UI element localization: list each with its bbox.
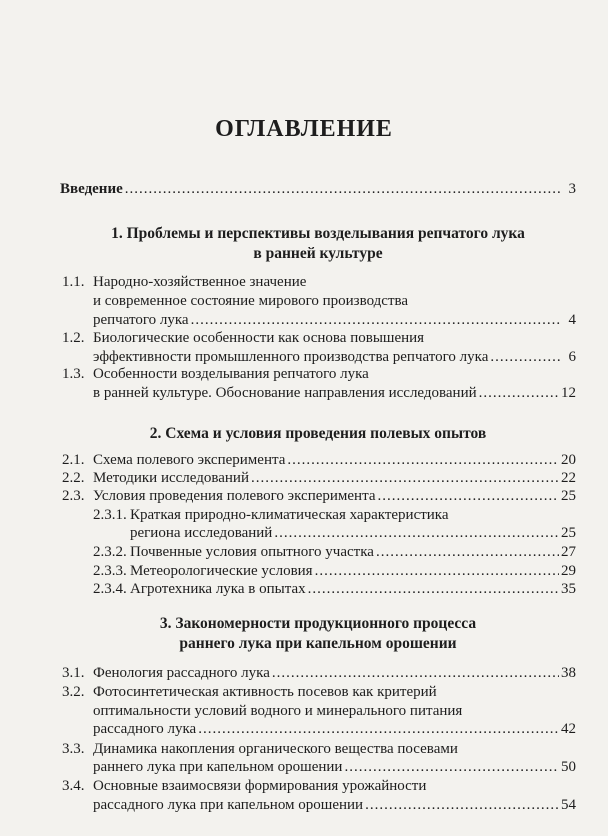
toc-entry-3-3[interactable] [62,740,576,758]
toc-entry-2-3-4[interactable] [93,580,576,598]
toc-entry-continuation: и современное состояние мирового производства [93,293,409,309]
toc-entry-text: раннего лука при капельном орошении [93,759,343,775]
toc-entry-number: 2.3. [62,488,85,504]
toc-entry-number: 1.2. [62,330,85,346]
leader-dots [287,451,559,469]
leader-dots [479,384,559,402]
toc-entry-1-2[interactable] [62,329,576,347]
toc-entry-text: рассадного лука при капельном орошении [93,797,364,813]
section-heading-line: 2. Схема и условия проведения полевых опытов [149,425,487,442]
toc-entry-text: в ранней культуре. Обоснование направления исследований [93,385,477,401]
toc-entry-number: 2.1. [62,452,85,468]
leader-dots [377,487,559,505]
leader-dots [315,562,559,580]
toc-entry-1-1[interactable] [62,273,576,291]
section-heading-line: в ранней культуре [253,245,383,262]
toc-entry-number: 3.4. [62,778,85,794]
toc-entry-2-3-3[interactable] [93,562,576,580]
toc-entry-3-4-last[interactable] [93,796,576,814]
toc-entry-text: Краткая природно-климатическая характеристика [130,507,449,523]
toc-page-number: 27 [561,544,576,560]
toc-page-number: 25 [561,525,576,541]
toc-entry-text: Введение [60,181,123,197]
toc-entry-2-3-1[interactable] [93,506,576,524]
leader-dots [308,580,559,598]
section-heading-line: 3. Закономерности продукционного процесса [159,615,477,632]
toc-entry-number: 2.3.4. [93,581,127,597]
toc-entry-3-2[interactable] [62,683,576,701]
leader-dots [490,348,562,366]
toc-entry-number: 3.2. [62,684,85,700]
toc-page-number: 35 [561,581,576,597]
toc-entry-number: 1.1. [62,274,85,290]
leader-dots [344,758,559,776]
toc-entry-text: Методики исследований [93,470,249,486]
toc-entry-text: Особенности возделывания репчатого лука [93,366,369,382]
toc-page-number: 12 [561,385,576,401]
toc-entry-3-2-last[interactable] [93,720,576,738]
toc-page-number: 25 [561,488,576,504]
toc-entry-number: 2.3.2. [93,544,127,560]
toc-page-number: 20 [561,452,576,468]
page-title: ОГЛАВЛЕНИЕ [215,116,393,142]
leader-dots [272,664,559,682]
toc-entry-1-1-last[interactable] [93,311,576,329]
toc-page-number: 3 [568,181,576,197]
leader-dots [376,543,559,561]
toc-entry-text: Агротехника лука в опытах [130,581,306,597]
toc-entry-2-1[interactable] [62,451,576,469]
toc-entry-text: Народно-хозяйственное значение [93,274,307,290]
toc-page-number: 22 [561,470,576,486]
toc-entry-number: 2.2. [62,470,85,486]
toc-entry-continuation: оптимальности условий водного и минерального питания [93,703,463,719]
section-heading-1 [60,224,576,264]
toc-entry-2-3[interactable] [62,487,576,505]
leader-dots [251,469,559,487]
toc-entry-2-2[interactable] [62,469,576,487]
toc-entry-text: Фотосинтетическая активность посевов как критерий [93,684,437,700]
toc-entry-intro[interactable] [60,180,576,198]
toc-entry-1-3-last[interactable] [93,384,576,402]
leader-dots [191,311,562,329]
section-heading-line: 1. Проблемы и перспективы возделывания репчатого лука [111,225,525,242]
section-heading-line: раннего лука при капельном орошении [179,635,457,652]
toc-entry-text: Метеорологические условия [130,563,313,579]
leader-dots [125,180,562,198]
toc-entry-1-2-last[interactable] [93,348,576,366]
toc-entry-text: Фенология рассадного лука [93,665,270,681]
toc-entry-text: региона исследований [130,525,273,541]
toc-entry-number: 2.3.3. [93,563,127,579]
toc-entry-text: Динамика накопления органического вещества посевами [93,741,458,757]
toc-entry-text: Основные взаимосвязи формирования урожайности [93,778,427,794]
section-heading-3 [60,614,576,654]
toc-entry-number: 3.3. [62,741,85,757]
toc-page-number: 50 [561,759,576,775]
toc-entry-3-3-last[interactable] [93,758,576,776]
toc-entry-number: 3.1. [62,665,85,681]
toc-entry-2-3-2[interactable] [93,543,576,561]
toc-entry-text: репчатого лука [93,312,189,328]
toc-entry-3-4[interactable] [62,777,576,795]
toc-page-number: 38 [561,665,576,681]
toc-entry-3-1[interactable] [62,664,576,682]
toc-entry-1-3[interactable] [62,365,576,383]
toc-entry-text: Условия проведения полевого эксперимента [93,488,376,504]
toc-page-number: 29 [561,563,576,579]
toc-page-number: 6 [568,349,576,365]
toc-entry-text: Схема полевого эксперимента [93,452,286,468]
toc-entry-number: 1.3. [62,366,85,382]
toc-entry-text: Почвенные условия опытного участка [130,544,374,560]
toc-entry-text: Биологические особенности как основа повышения [93,330,425,346]
toc-page-number: 4 [568,312,576,328]
section-heading-2 [60,424,576,444]
toc-entry-text: эффективности промышленного производства репчатого лука [93,349,489,365]
toc-entry-number: 2.3.1. [93,507,127,523]
leader-dots [365,796,559,814]
toc-entry-2-3-1-last[interactable] [130,524,576,542]
toc-page-number: 54 [561,797,576,813]
leader-dots [274,524,559,542]
toc-entry-text: рассадного лука [93,721,197,737]
toc-page-number: 42 [561,721,576,737]
leader-dots [198,720,559,738]
